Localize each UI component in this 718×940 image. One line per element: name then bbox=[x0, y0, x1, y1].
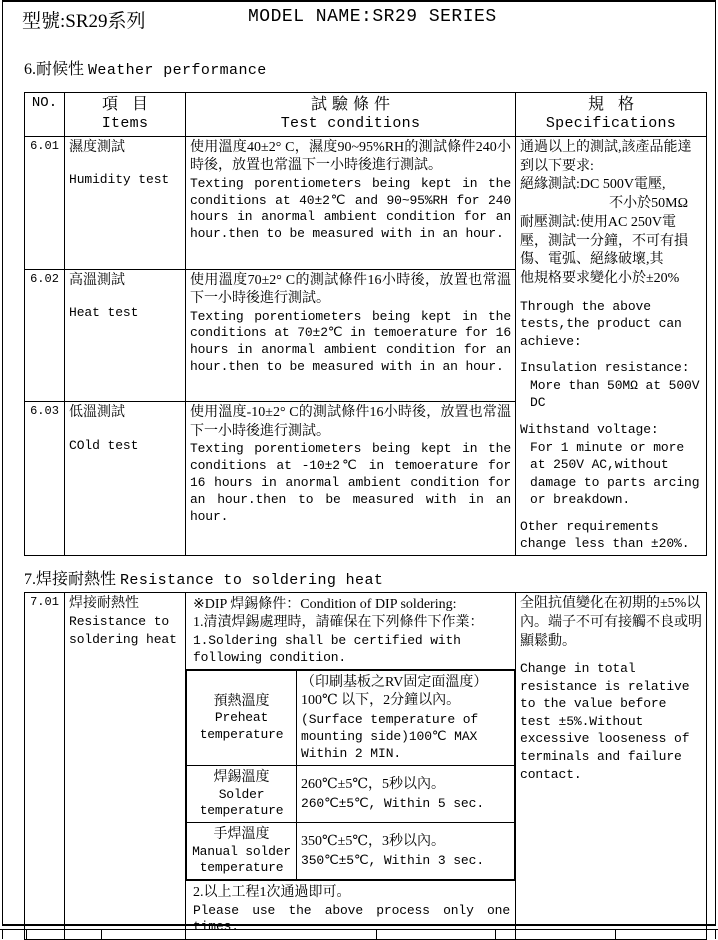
manual-solder-value-en-line1: 350℃±5℃, Within 3 sec. bbox=[301, 852, 485, 868]
row-conditions-602 bbox=[186, 269, 516, 402]
solder-value-cell bbox=[297, 766, 515, 823]
soldering-heat-table bbox=[24, 592, 707, 940]
manual-solder-name-cell bbox=[187, 823, 297, 880]
cond-cn-602: 使用溫度70±2° C的測試條件16小時後，放置也常溫下一小時後進行測試。 bbox=[190, 272, 511, 307]
spec-cn-701: 全阻抗值變化在初期的±5%以內。端子不可有接觸不良或明顯鬆動。 bbox=[520, 596, 702, 649]
row-specifications-weather bbox=[516, 136, 707, 555]
row-no-701: 7.01 bbox=[25, 593, 65, 940]
cond-en-603: Texting porentiometers being kept in the conditions at -10±2℃ in temoerature for 16 hours in anormal ambient condition for an hour.then to be measured with in an hour. bbox=[190, 441, 511, 524]
header-cell-specifications bbox=[516, 93, 707, 137]
header-items-en: Items bbox=[101, 115, 149, 132]
manual-solder-name-en-line1: Manual solder bbox=[192, 843, 291, 859]
spec-spacer-701 bbox=[520, 651, 702, 660]
header-spec-cn: 規 格 bbox=[587, 96, 639, 113]
solder-name-en-line1: Solder bbox=[218, 786, 265, 802]
section-6-heading bbox=[24, 56, 267, 79]
row-items-603 bbox=[65, 402, 186, 555]
item-en-603: COld test bbox=[69, 437, 139, 453]
preheat-value-en-line1: (Surface temperature of bbox=[301, 711, 479, 727]
item-spacer bbox=[69, 157, 181, 171]
section-7-heading bbox=[24, 566, 383, 589]
preheat-value-cell bbox=[297, 670, 515, 765]
model-title-english: MODEL NAME:SR29 SERIES bbox=[248, 7, 497, 27]
spec-spacer-1 bbox=[520, 289, 702, 298]
table-row bbox=[25, 136, 707, 269]
page-border-top bbox=[2, 0, 716, 2]
page-border-right bbox=[715, 0, 716, 926]
solder-name-en-line2: temperature bbox=[199, 802, 284, 818]
row-items-701 bbox=[65, 593, 186, 940]
spec-en-insulation-body: More than 50MΩ at 500V DC bbox=[530, 377, 700, 411]
cond-cn-601: 使用溫度40±2° C，濕度90~95%RH的測試條件240小時後，放置也常溫下一小時後進行測試。 bbox=[190, 139, 511, 174]
manual-solder-value-cell bbox=[297, 823, 515, 880]
model-title-chinese: 型號:SR29系列 bbox=[22, 11, 146, 32]
row-no-603: 6.03 bbox=[25, 402, 65, 555]
dip-step1-en-line2: following condition. bbox=[193, 649, 347, 665]
row-items-601 bbox=[65, 136, 186, 269]
section-7-title-cn: 焊接耐熱性 bbox=[36, 571, 117, 588]
item-en-602: Heat test bbox=[69, 304, 139, 320]
preheat-name-cn: 預熱溫度 bbox=[213, 693, 270, 709]
item-spacer bbox=[69, 290, 181, 304]
solder-value-en-line1: 260℃±5℃, Within 5 sec. bbox=[301, 795, 485, 811]
item-spacer bbox=[69, 423, 181, 437]
solder-value-cn-line1: 260℃±5℃，5秒以內。 bbox=[301, 777, 446, 793]
header-conditions-cn: 試驗條件 bbox=[310, 96, 395, 113]
section-6-number: 6. bbox=[24, 61, 36, 78]
subtable-row-manual-solder bbox=[187, 823, 515, 880]
header-cell-no bbox=[25, 93, 65, 137]
spec-cn-other: 他規格要求變化小於±20% bbox=[520, 271, 680, 286]
header-no-label: NO. bbox=[31, 95, 58, 111]
dip-step1-cn: 1.清漬焊錫處理時，請確保在下列條件下作業： bbox=[193, 615, 484, 631]
item-cn-602: 高溫測試 bbox=[69, 272, 125, 288]
section-7-title-en: Resistance to soldering heat bbox=[120, 572, 384, 589]
preheat-name-en-line1: Preheat bbox=[214, 710, 269, 726]
preheat-name-en-line2: temperature bbox=[199, 726, 284, 742]
subtable-row-preheat bbox=[187, 670, 515, 765]
spec-cn-insulation: 絕緣測試:DC 500V電壓, bbox=[520, 177, 666, 193]
preheat-value-en-line3: Within 2 MIN. bbox=[301, 745, 402, 761]
spec-cn-insulation-value: 不小於50MΩ bbox=[609, 196, 688, 211]
row-no-602: 6.02 bbox=[25, 269, 65, 402]
dip-header-cn: ※DIP 焊錫條件：Condition of DIP soldering: bbox=[193, 597, 457, 612]
dip-step1-en-line1: 1.Soldering shall be certified with bbox=[193, 632, 461, 648]
temperature-subtable bbox=[186, 670, 515, 880]
solder-name-cn: 焊錫溫度 bbox=[213, 770, 270, 786]
item-cn-601: 濕度測試 bbox=[69, 139, 125, 155]
row-conditions-601 bbox=[186, 136, 516, 269]
dip-condition-intro bbox=[186, 593, 515, 670]
cond-cn-603: 使用溫度-10±2° C的測試條件16小時後，放置也常溫下一小時後進行測試。 bbox=[190, 405, 511, 439]
row-items-602 bbox=[65, 269, 186, 402]
header-cell-conditions bbox=[186, 93, 516, 137]
spec-spacer-4 bbox=[520, 509, 702, 518]
weather-performance-table bbox=[24, 92, 707, 556]
spec-en-intro: Through the above tests,the product can achieve: bbox=[520, 298, 682, 349]
item-en-701-line1: Resistance to bbox=[69, 614, 170, 630]
preheat-value-cn-line1: （印刷基板之RV固定面溫度） bbox=[301, 674, 488, 690]
spec-cn-intro: 通過以上的測試,該產品能達到以下要求: bbox=[520, 139, 692, 174]
section-7-number: 7. bbox=[24, 571, 36, 588]
dip-step2-en: Please use the above process only one times. bbox=[193, 902, 510, 935]
model-title-row bbox=[0, 6, 718, 36]
manual-solder-value-cn-line1: 350℃±5℃，3秒以內。 bbox=[301, 834, 446, 850]
spec-en-other: Other requirements change less than ±20%. bbox=[520, 518, 690, 552]
section-6-title-cn: 耐候性 bbox=[36, 61, 85, 78]
spec-en-insulation-title: Insulation resistance: bbox=[520, 360, 690, 376]
row-no-601: 6.01 bbox=[25, 136, 65, 269]
item-en-701-line2: soldering heat bbox=[69, 631, 177, 647]
spec-en-701: Change in total resistance is relative to the value before test ±5%.Without excessive looseness of terminals and failure contact. bbox=[520, 661, 690, 782]
manual-solder-name-en-line2: temperature bbox=[199, 859, 284, 875]
spec-spacer-2 bbox=[520, 350, 702, 359]
table-row bbox=[25, 593, 707, 940]
subtable-row-solder bbox=[187, 766, 515, 823]
dip-step2-cn: 2.以上工程1次通過即可。 bbox=[193, 885, 351, 901]
preheat-name-cell bbox=[187, 670, 297, 765]
row-conditions-603 bbox=[186, 402, 516, 555]
item-cn-701: 焊接耐熱性 bbox=[69, 596, 139, 611]
header-conditions-en: Test conditions bbox=[280, 115, 421, 132]
section-6-title-en: Weather performance bbox=[88, 62, 267, 79]
spec-cn-withstand: 耐壓測試:使用AC 250V電壓，測試一分鐘，不可有損傷、電弧、絕緣破壞,其 bbox=[520, 214, 688, 268]
preheat-value-cn-line2: 100℃ 以下，2分鐘以內。 bbox=[301, 693, 461, 709]
page-border-left bbox=[2, 0, 3, 926]
footer-partial-table bbox=[0, 929, 718, 938]
header-spec-en: Specifications bbox=[545, 115, 677, 132]
row-specifications-701 bbox=[516, 593, 707, 940]
cond-en-601: Texting porentiometers being kept in the conditions at 40±2℃ and 90~95%RH for 240 hours in anormal ambient condition for an hour.then to be measured with in an hour. bbox=[190, 175, 511, 242]
spec-en-withstand-title: Withstand voltage: bbox=[520, 422, 659, 438]
header-items-cn: 項 目 bbox=[101, 96, 153, 113]
spec-spacer-3 bbox=[520, 412, 702, 421]
manual-solder-name-cn: 手焊溫度 bbox=[213, 827, 270, 843]
cond-en-602: Texting porentiometers being kept in the conditions at 70±2℃ in temoerature for 16 hours in anormal ambient condition for an hour.then to be measured with in an hour. bbox=[190, 308, 511, 375]
preheat-value-en-line2: mounting side)100℃ MAX bbox=[301, 728, 478, 744]
solder-name-cell bbox=[187, 766, 297, 823]
item-en-601: Humidity test bbox=[69, 171, 170, 187]
table-header-row bbox=[25, 93, 707, 137]
spec-en-withstand-body: For 1 minute or more at 250V AC,without damage to parts arcing or breakdown. bbox=[530, 439, 700, 508]
item-cn-603: 低溫測試 bbox=[69, 405, 125, 421]
row-conditions-701 bbox=[186, 593, 516, 940]
header-cell-items bbox=[65, 93, 186, 137]
